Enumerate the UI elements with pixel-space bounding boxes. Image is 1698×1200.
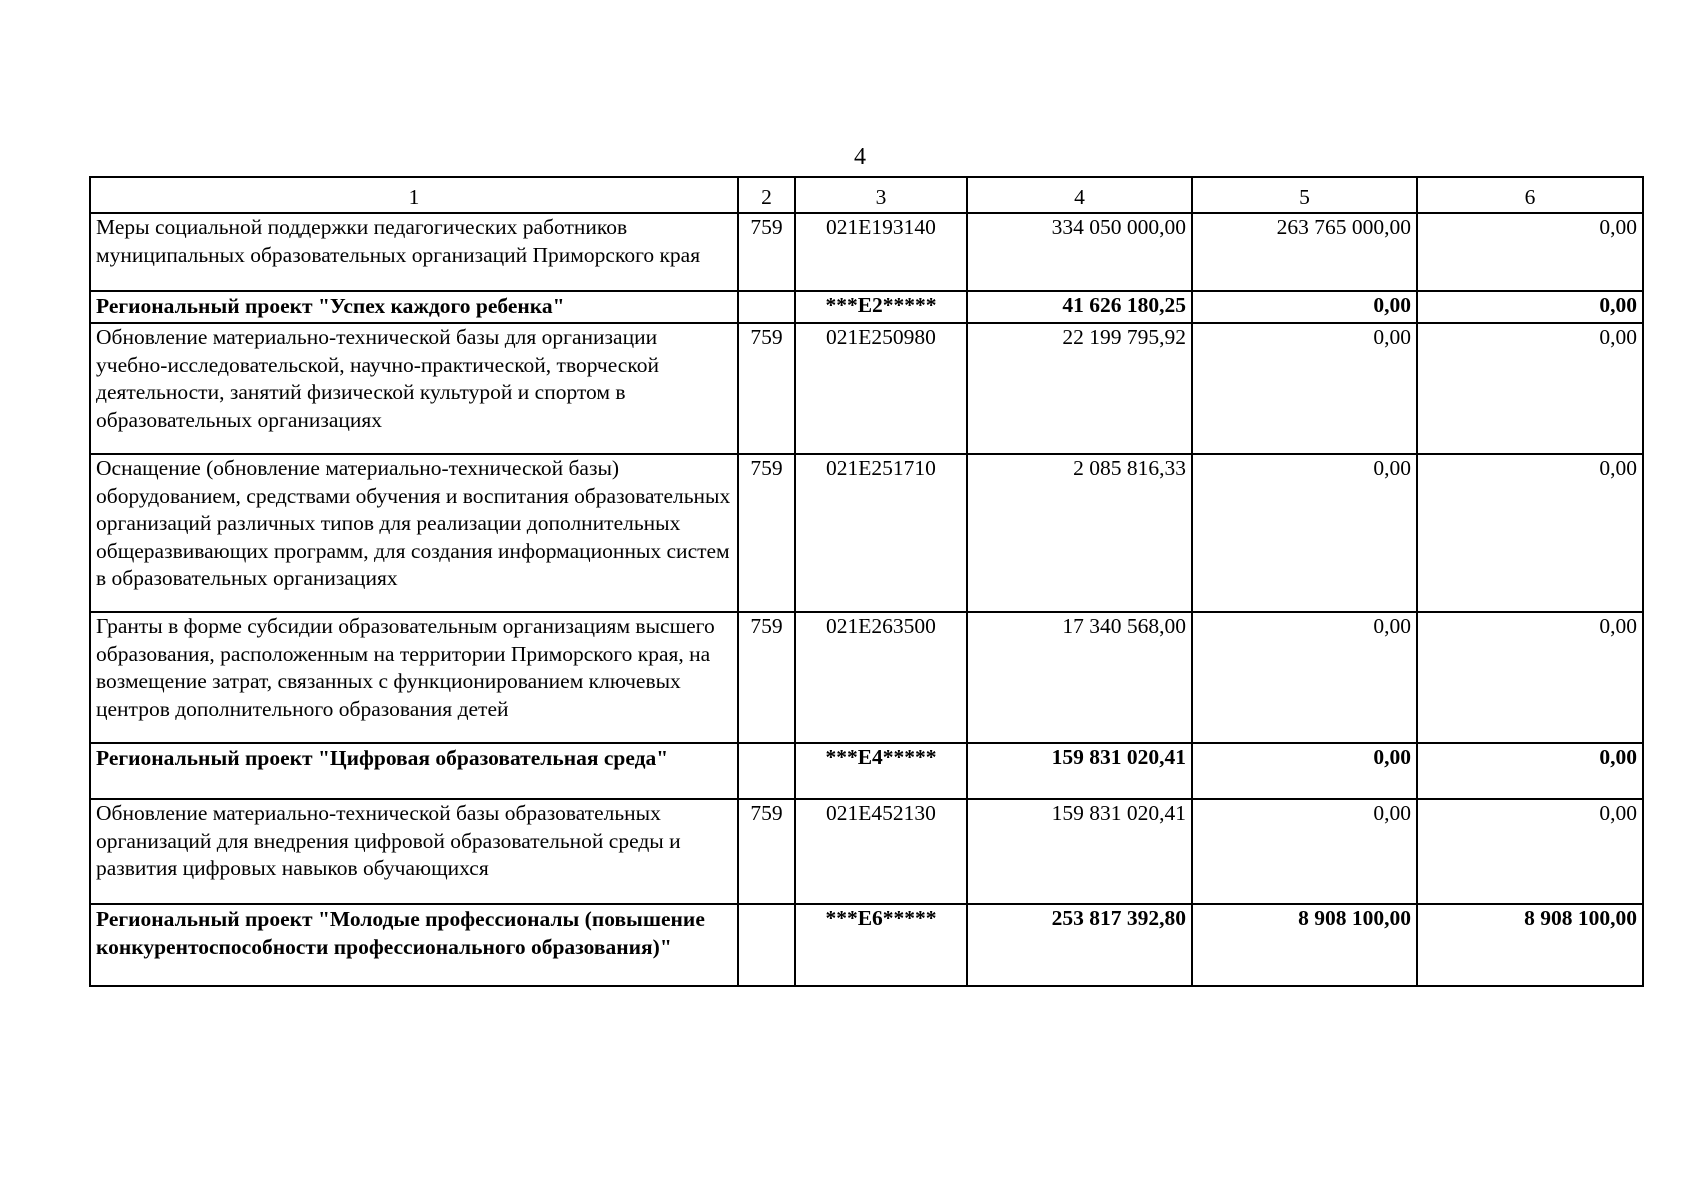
row-amount-6: 0,00 — [1417, 291, 1643, 323]
row-amount-4: 253 817 392,80 — [967, 904, 1192, 986]
row-gr-code: 759 — [738, 799, 795, 904]
row-target-code: 021Е263500 — [795, 612, 967, 743]
budget-table — [89, 176, 1644, 987]
row-name: Региональный проект "Молодые профессионалы (повышение конкурентоспособности профессионального образования)" — [90, 904, 738, 986]
column-header-5: 5 — [1192, 177, 1417, 213]
table-row-project — [90, 743, 1643, 799]
row-gr-code: 759 — [738, 454, 795, 612]
column-header-4: 4 — [967, 177, 1192, 213]
row-gr-code: 759 — [738, 323, 795, 454]
row-target-code: 021Е452130 — [795, 799, 967, 904]
row-target-code: ***Е6***** — [795, 904, 967, 986]
row-name: Региональный проект "Успех каждого ребенка" — [90, 291, 738, 323]
table-row-project — [90, 904, 1643, 986]
row-target-code: 021Е193140 — [795, 213, 967, 291]
column-header-2: 2 — [738, 177, 795, 213]
row-amount-5: 263 765 000,00 — [1192, 213, 1417, 291]
column-header-6: 6 — [1417, 177, 1643, 213]
table-row — [90, 799, 1643, 904]
row-amount-6: 0,00 — [1417, 743, 1643, 799]
row-target-code: ***Е4***** — [795, 743, 967, 799]
row-amount-4: 22 199 795,92 — [967, 323, 1192, 454]
table-row — [90, 454, 1643, 612]
row-amount-6: 0,00 — [1417, 454, 1643, 612]
row-name: Обновление материально-технической базы для организации учебно-исследовательской, научно-практической, творческой деятельности, занятий физической культурой и спортом в образовательных организациях — [90, 323, 738, 454]
row-name: Меры социальной поддержки педагогических работников муниципальных образовательных организаций Приморского края — [90, 213, 738, 291]
row-amount-5: 0,00 — [1192, 799, 1417, 904]
row-name: Гранты в форме субсидии образовательным организациям высшего образования, расположенным на территории Приморского края, на возмещение затрат, связанных с функционированием ключевых центров дополнительного образования детей — [90, 612, 738, 743]
row-gr-code — [738, 291, 795, 323]
row-name: Оснащение (обновление материально-технической базы) оборудованием, средствами обучения и воспитания образовательных организаций различных типов для реализации дополнительных общеразвивающих программ, для создания информационных систем в образовательных организациях — [90, 454, 738, 612]
row-target-code: ***Е2***** — [795, 291, 967, 323]
row-gr-code — [738, 904, 795, 986]
row-gr-code — [738, 743, 795, 799]
row-target-code: 021Е251710 — [795, 454, 967, 612]
row-amount-5: 0,00 — [1192, 743, 1417, 799]
row-amount-4: 159 831 020,41 — [967, 799, 1192, 904]
row-amount-5: 0,00 — [1192, 323, 1417, 454]
table-row — [90, 323, 1643, 454]
row-amount-4: 334 050 000,00 — [967, 213, 1192, 291]
row-amount-4: 2 085 816,33 — [967, 454, 1192, 612]
row-target-code: 021Е250980 — [795, 323, 967, 454]
row-amount-5: 8 908 100,00 — [1192, 904, 1417, 986]
row-gr-code: 759 — [738, 213, 795, 291]
row-name: Региональный проект "Цифровая образовательная среда" — [90, 743, 738, 799]
row-amount-5: 0,00 — [1192, 454, 1417, 612]
row-amount-6: 0,00 — [1417, 799, 1643, 904]
row-gr-code: 759 — [738, 612, 795, 743]
table-header-row — [90, 177, 1643, 213]
row-amount-4: 41 626 180,25 — [967, 291, 1192, 323]
row-amount-6: 0,00 — [1417, 612, 1643, 743]
row-amount-5: 0,00 — [1192, 291, 1417, 323]
row-amount-4: 159 831 020,41 — [967, 743, 1192, 799]
column-header-1: 1 — [90, 177, 738, 213]
page-number: 4 — [854, 144, 866, 170]
row-amount-4: 17 340 568,00 — [967, 612, 1192, 743]
row-name: Обновление материально-технической базы образовательных организаций для внедрения цифровой образовательной среды и развития цифровых навыков обучающихся — [90, 799, 738, 904]
row-amount-5: 0,00 — [1192, 612, 1417, 743]
table-row — [90, 213, 1643, 291]
table-row — [90, 612, 1643, 743]
row-amount-6: 0,00 — [1417, 213, 1643, 291]
column-header-3: 3 — [795, 177, 967, 213]
row-amount-6: 0,00 — [1417, 323, 1643, 454]
row-amount-6: 8 908 100,00 — [1417, 904, 1643, 986]
table-row-project — [90, 291, 1643, 323]
